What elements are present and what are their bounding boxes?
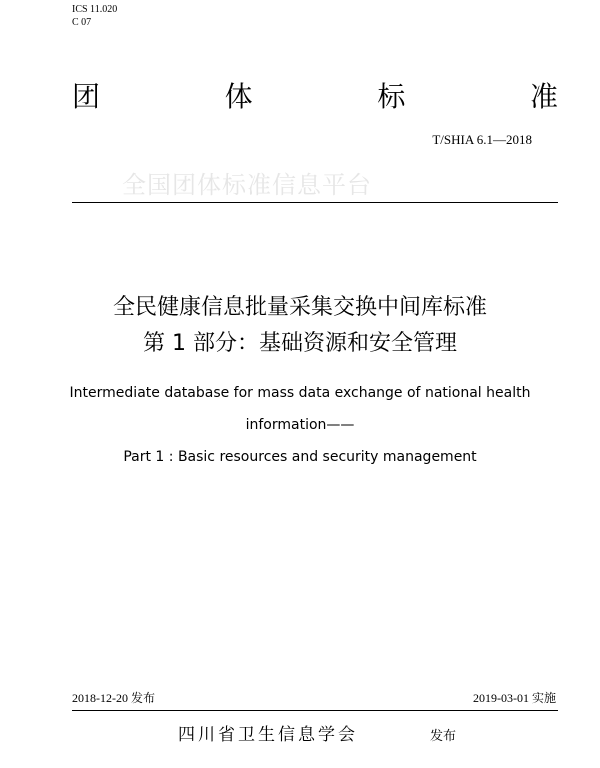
watermark-text: 全国团体标准信息平台 bbox=[122, 171, 372, 199]
publish-label: 发布 bbox=[430, 729, 457, 744]
bottom-divider bbox=[72, 710, 558, 711]
english-title-line1: Intermediate database for mass data exchange of national health bbox=[69, 385, 531, 401]
standard-number: T/SHIA 6.1—2018 bbox=[432, 132, 532, 147]
chinese-title-line2: 第 1 部分：基础资源和安全管理 bbox=[143, 331, 457, 356]
category-char: 准 bbox=[529, 80, 558, 113]
english-title-line3: Part 1 : Basic resources and security management bbox=[123, 449, 477, 465]
top-divider bbox=[72, 202, 558, 203]
publisher-name: 四川省卫生信息学会 bbox=[178, 725, 358, 745]
category-char: 体 bbox=[224, 80, 253, 113]
chinese-title-line1: 全民健康信息批量采集交换中间库标准 bbox=[112, 295, 487, 320]
implementation-date: 2019-03-01 实施 bbox=[473, 691, 556, 705]
ccs-code: C 07 bbox=[72, 17, 92, 28]
issue-date: 2018-12-20 发布 bbox=[72, 691, 155, 705]
ics-code: ICS 11.020 bbox=[72, 4, 118, 15]
english-title-line2: information—— bbox=[245, 417, 355, 433]
category-char: 标 bbox=[377, 80, 406, 113]
standard-category bbox=[72, 80, 558, 114]
category-char: 团 bbox=[72, 80, 101, 113]
classification-codes bbox=[72, 3, 117, 29]
